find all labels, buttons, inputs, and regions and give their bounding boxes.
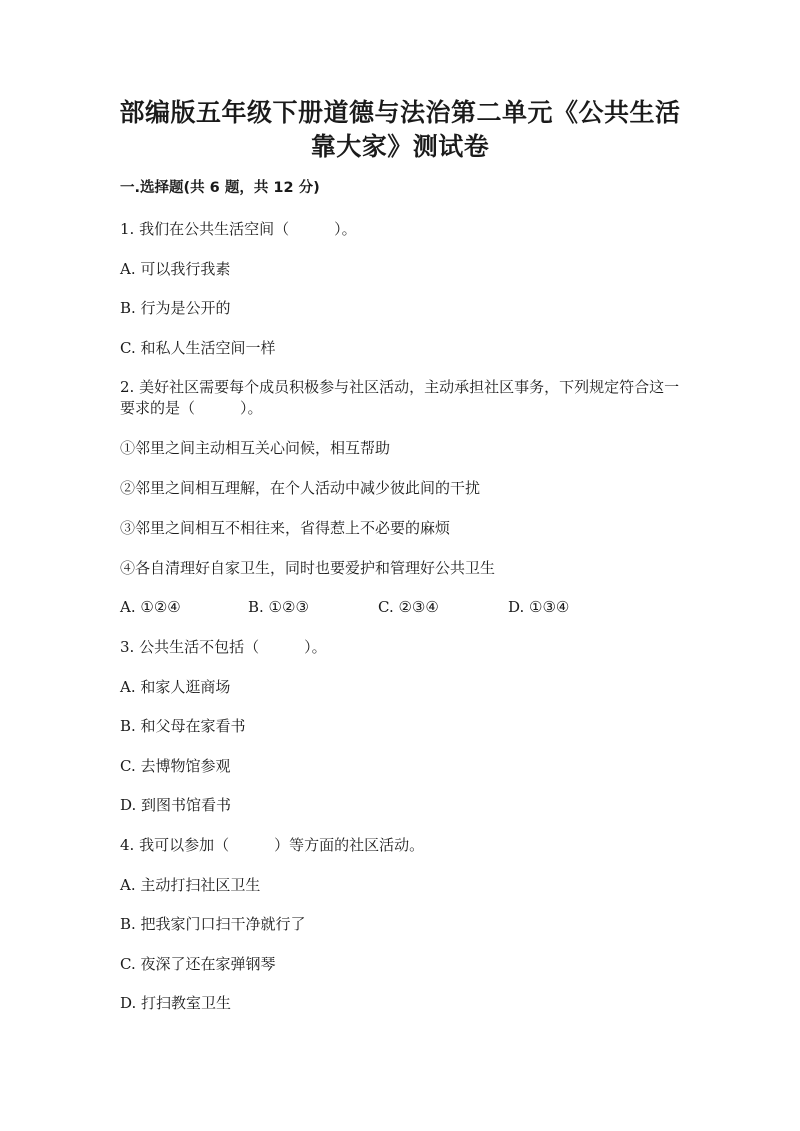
section-heading: 一.选择题(共 6 题，共 12 分): [120, 180, 320, 196]
document-title-line-1: 部编版五年级下册道德与法治第二单元《公共生活: [119, 98, 681, 127]
question-4-option-d: D. 打扫教室卫生: [120, 994, 232, 1012]
question-4-option-c: C. 夜深了还在家弹钢琴: [120, 955, 276, 973]
question-2-option-b: B. ①②③: [248, 598, 309, 616]
question-3-option-a: A. 和家人逛商场: [120, 678, 231, 696]
question-1-option-b: B. 行为是公开的: [120, 299, 231, 317]
question-1-option-c: C. 和私人生活空间一样: [120, 339, 276, 357]
question-2-statement-1: ①邻里之间主动相互关心问候，相互帮助: [120, 439, 391, 457]
question-2-option-d: D. ①③④: [508, 598, 570, 616]
question-3-option-d: D. 到图书馆看书: [120, 796, 232, 814]
question-2-statement-4: ④各自清理好自家卫生，同时也要爱护和管理好公共卫生: [120, 559, 496, 577]
question-2-statement-2: ②邻里之间相互理解，在个人活动中减少彼此间的干扰: [120, 479, 481, 497]
document-title-line-2: 靠大家》测试卷: [310, 132, 490, 161]
question-2-stem: 2. 美好社区需要每个成员积极参与社区活动，主动承担社区事务，下列规定符合这一要求的是（ ）。: [120, 378, 680, 417]
question-4-stem: 4. 我可以参加（ ）等方面的社区活动。: [120, 836, 425, 854]
question-3-stem: 3. 公共生活不包括（ ）。: [120, 638, 327, 656]
question-3-option-c: C. 去博物馆参观: [120, 757, 231, 775]
question-2-option-a: A. ①②④: [120, 598, 181, 616]
question-3-option-b: B. 和父母在家看书: [120, 717, 246, 735]
question-1-option-a: A. 可以我行我素: [120, 260, 231, 278]
question-4-option-a: A. 主动打扫社区卫生: [120, 876, 261, 894]
question-2-statement-3: ③邻里之间相互不相往来，省得惹上不必要的麻烦: [120, 519, 451, 537]
question-2-option-c: C. ②③④: [378, 598, 439, 616]
question-4-option-b: B. 把我家门口扫干净就行了: [120, 915, 306, 933]
question-1-stem: 1. 我们在公共生活空间（ ）。: [120, 220, 357, 238]
